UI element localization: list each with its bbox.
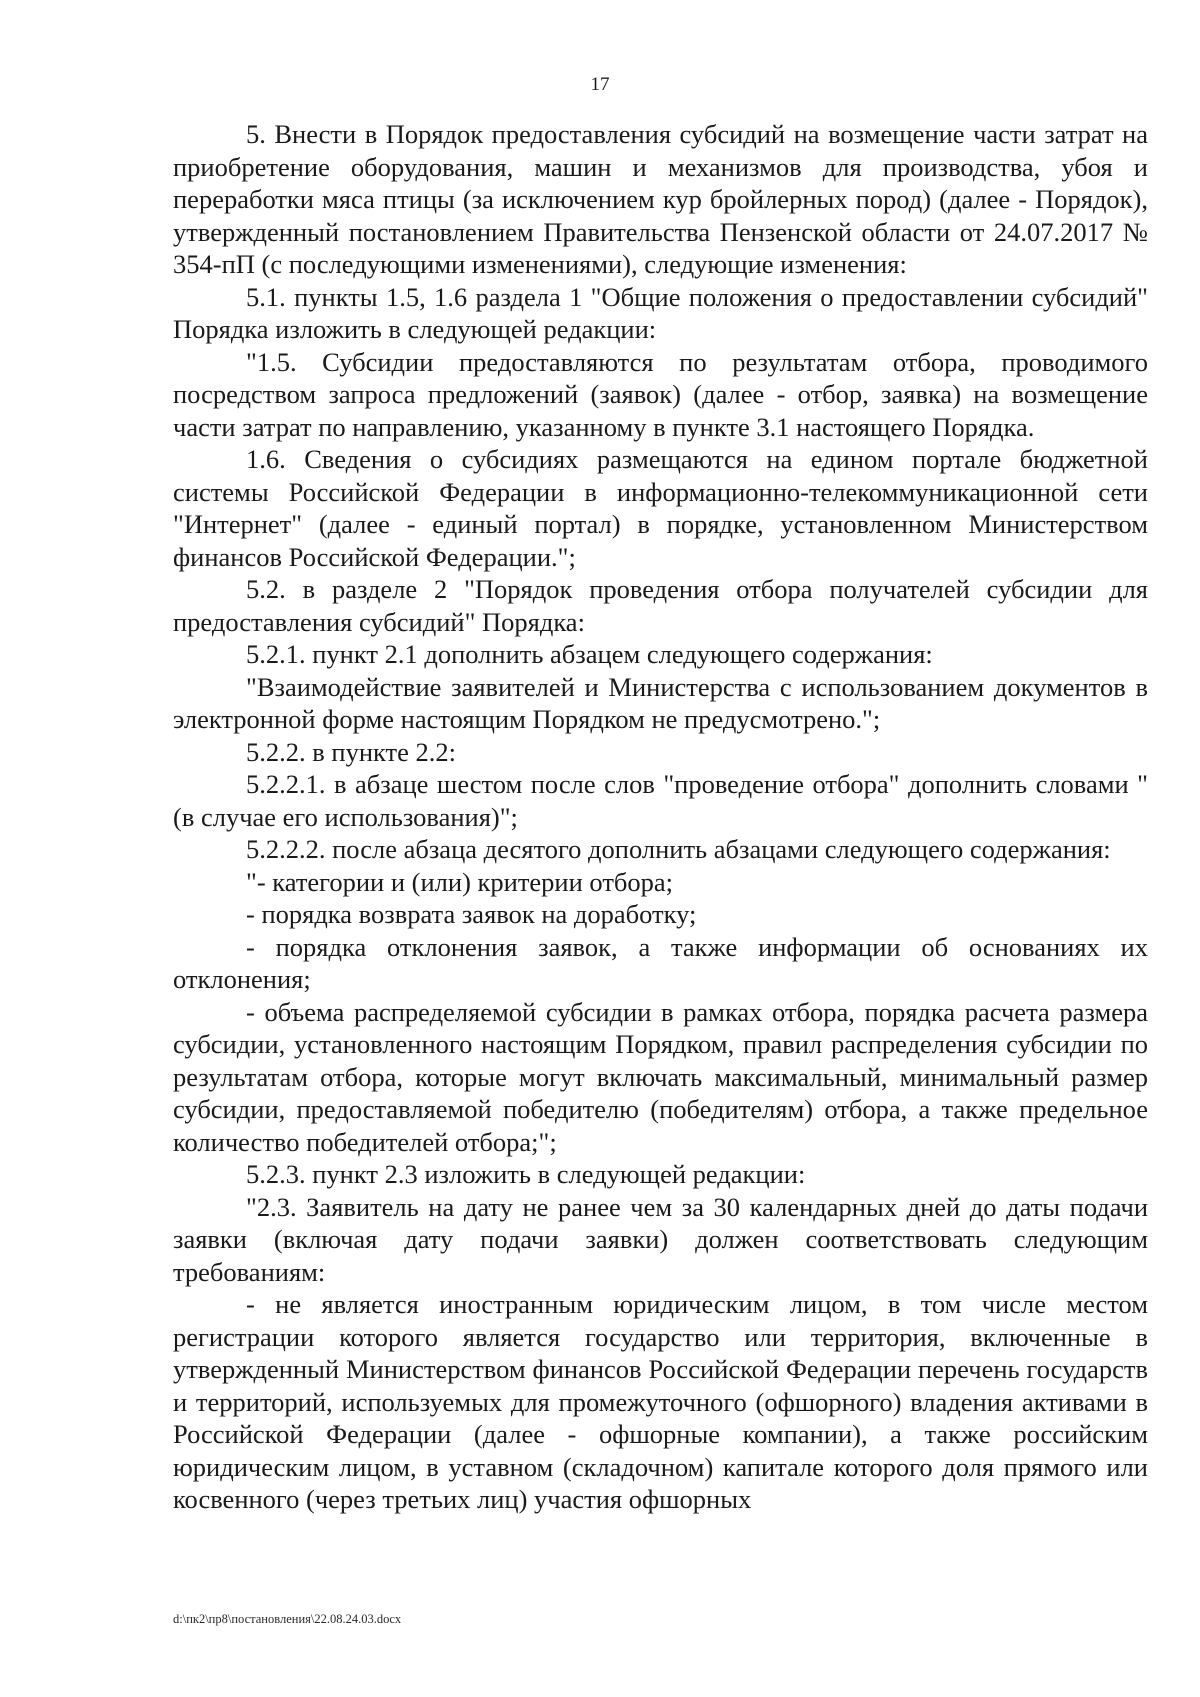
paragraph-5-2-2-1: 5.2.2.1. в абзаце шестом после слов "проведение отбора" дополнить словами "(в случае его использования)";: [173, 769, 1148, 832]
paragraph-1-6: 1.6. Сведения о субсидиях размещаются на едином портале бюджетной системы Российской Федерации в информационно-телекоммуникационной сети "Интернет" (далее - единый портал) в порядке, установленном Министерством финансов Российской Федерации.";: [173, 444, 1148, 572]
paragraph-5-2: 5.2. в разделе 2 "Порядок проведения отбора получателей субсидии для предоставления субсидий" Порядка:: [173, 574, 1148, 637]
list-item-return: - порядка возврата заявок на доработку;: [246, 899, 697, 929]
list-item-volume: - объема распределяемой субсидии в рамках отбора, порядка расчета размера субсидии, установленного настоящим Порядком, правил распределения субсидии по результатам отбора, которые могут включать максимальный, минимальный размер субсидии, предоставляемой победителю (победителям) отбора, а также предельное количество победителей отбора;";: [173, 996, 1148, 1157]
footer-file-path: d:\пк2\пр8\постановления\22.08.24.03.docx: [173, 1612, 402, 1626]
paragraph-1-5: "1.5. Субсидии предоставляются по результатам отбора, проводимого посредством запроса предложений (заявок) (далее - отбор, заявка) на возмещение части затрат по направлению, указанному в пункте 3.1 настоящего Порядка.: [173, 346, 1148, 442]
paragraph-interaction: "Взаимодействие заявителей и Министерства с использованием документов в электронной форме настоящим Порядком не предусмотрено.";: [173, 671, 1148, 734]
list-item-categories: "- категории и (или) критерии отбора;: [246, 866, 674, 897]
paragraph-5: 5. Внести в Порядок предоставления субсидий на возмещение части затрат на приобретение оборудования, машин и механизмов для производства, убоя и переработки мяса птицы (за исключением кур бройлерных пород) (далее - Порядок), утвержденный постановлением Правительства Пензенской области от 24.07.2017 № 354-пП (с последующими изменениями), следующие изменения:: [173, 119, 1148, 279]
paragraph-5-2-3: 5.2.3. пункт 2.3 изложить в следующей редакции:: [246, 1159, 806, 1189]
list-item-rejection: - порядка отклонения заявок, а также информации об основаниях их отклонения;: [173, 931, 1148, 994]
paragraph-5-2-2: 5.2.2. в пункте 2.2:: [246, 736, 456, 767]
page-number: 17: [590, 74, 610, 95]
paragraph-2-3: "2.3. Заявитель на дату не ранее чем за 30 календарных дней до даты подачи заявки (включая дату подачи заявки) должен соответствовать следующим требованиям:: [173, 1191, 1148, 1287]
document-body: [173, 118, 1148, 1516]
paragraph-5-2-2-2: 5.2.2.2. после абзаца десятого дополнить абзацами следующего содержания:: [246, 834, 1111, 864]
paragraph-5-2-1: 5.2.1. пункт 2.1 дополнить абзацем следующего содержания:: [246, 639, 933, 669]
paragraph-5-1: 5.1. пункты 1.5, 1.6 раздела 1 "Общие положения о предоставлении субсидий" Порядка изложить в следующей редакции:: [173, 281, 1148, 344]
list-item-foreign-entity: - не является иностранным юридическим лицом, в том числе местом регистрации которого является государство или территория, включенные в утвержденный Министерством финансов Российской Федерации перечень государств и территорий, используемых для промежуточного (офшорного) владения активами в Российской Федерации (далее - офшорные компании), а также российским юридическим лицом, в уставном (складочном) капитале которого доля прямого или косвенного (через третьих лиц) участия офшорных: [173, 1289, 1148, 1514]
